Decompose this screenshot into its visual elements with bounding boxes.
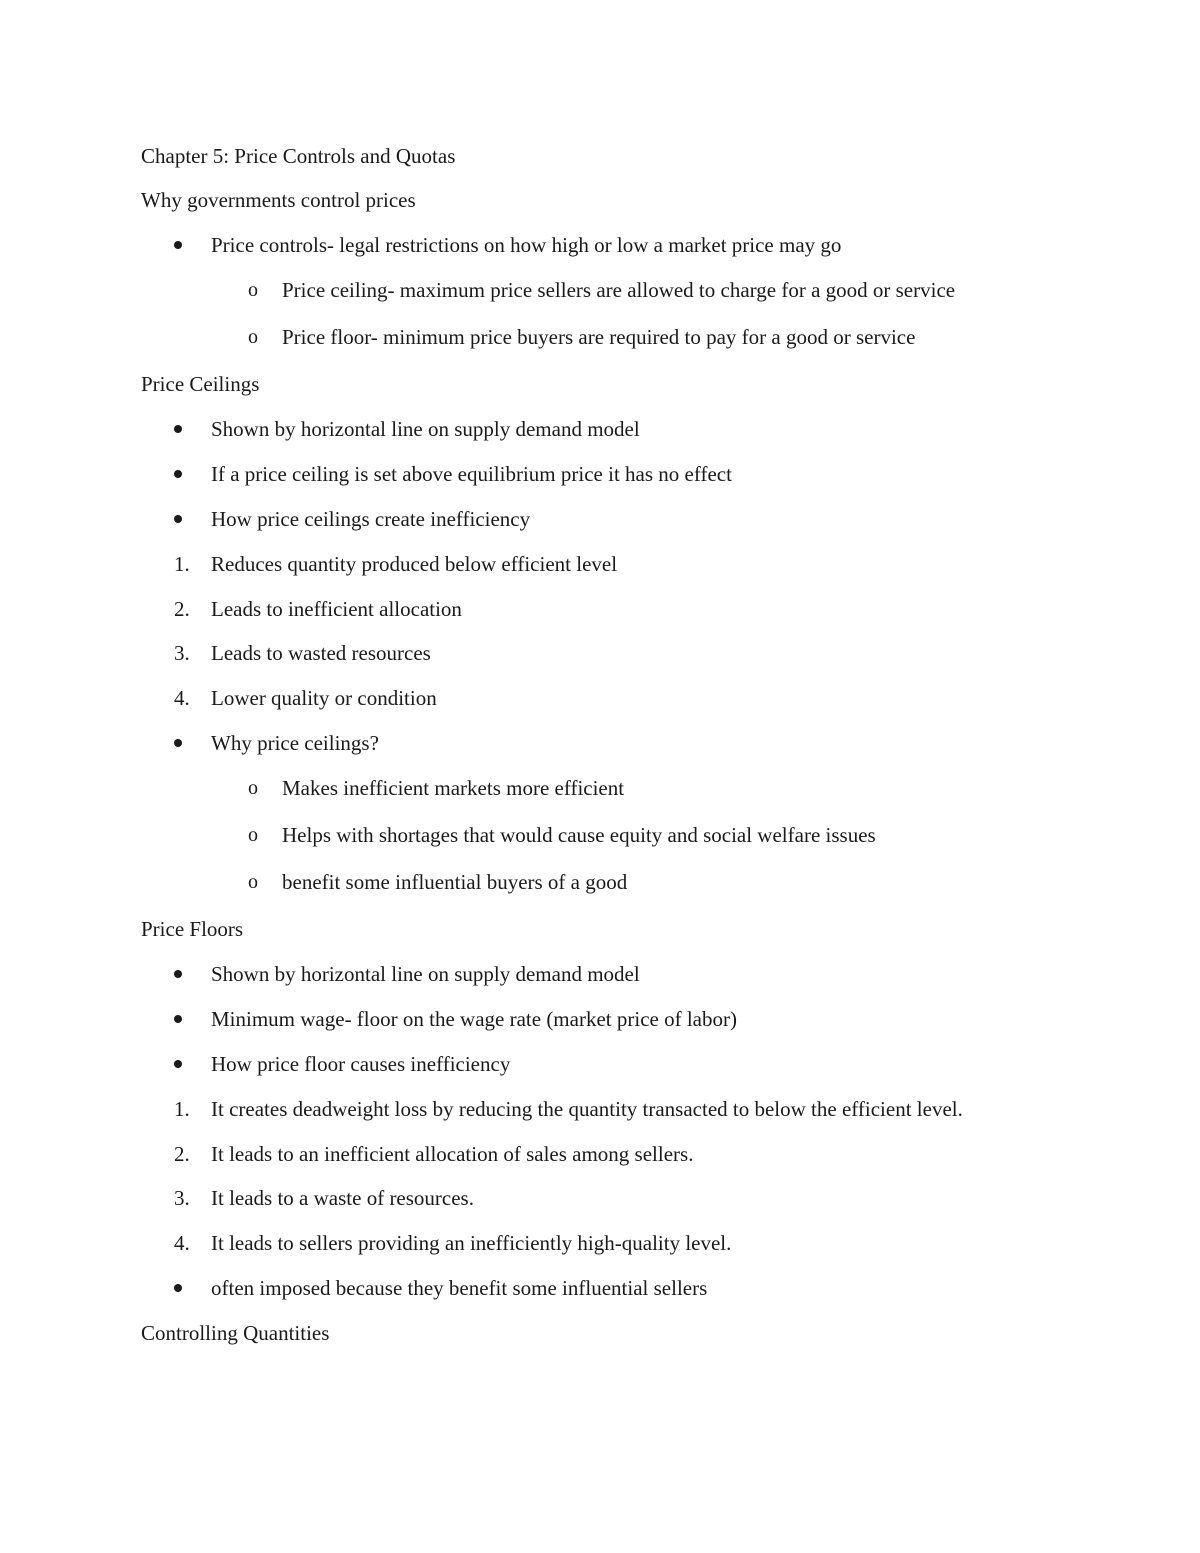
section-heading-why: Why governments control prices (141, 188, 416, 212)
list-item-text: Shown by horizontal line on supply demand model (211, 417, 640, 441)
sub-list-item-text: benefit some influential buyers of a good (282, 870, 628, 894)
section-heading-quantities: Controlling Quantities (141, 1321, 330, 1345)
list-item-text: Shown by horizontal line on supply demand model (211, 962, 640, 986)
number-marker: 2. (174, 1142, 190, 1166)
bullet-icon (174, 1054, 182, 1075)
list-item-text: Why price ceilings? (211, 731, 379, 755)
bullet-icon (174, 733, 182, 754)
numbered-item-text: Reduces quantity produced below efficient level (211, 552, 618, 576)
section-heading-floors: Price Floors (141, 917, 244, 941)
sub-list-item-text: Price ceiling- maximum price sellers are allowed to charge for a good or service (282, 278, 956, 302)
numbered-item-text: Leads to inefficient allocation (211, 597, 462, 621)
bullet-icon (174, 419, 182, 440)
number-marker: 4. (174, 1231, 190, 1255)
bullet-icon (174, 1278, 182, 1299)
bullet-icon (174, 1009, 182, 1030)
number-marker: 1. (174, 1097, 190, 1121)
bullet-icon (174, 964, 182, 985)
sub-list-item-text: Makes inefficient markets more efficient (282, 776, 625, 800)
sub-bullet-icon: o (248, 824, 258, 846)
sub-bullet-icon: o (248, 326, 258, 348)
number-marker: 3. (174, 1186, 190, 1210)
numbered-item-text: It leads to a waste of resources. (211, 1186, 474, 1210)
numbered-item-text: It creates deadweight loss by reducing the quantity transacted to below the efficient level. (211, 1097, 963, 1121)
number-marker: 1. (174, 552, 190, 576)
bullet-icon (174, 509, 182, 530)
list-item-text: If a price ceiling is set above equilibrium price it has no effect (211, 462, 732, 486)
sub-bullet-icon: o (248, 871, 258, 893)
sub-bullet-icon: o (248, 777, 258, 799)
bullet-icon (174, 235, 182, 256)
list-item-text: Price controls- legal restrictions on how high or low a market price may go (211, 233, 842, 257)
number-marker: 3. (174, 641, 190, 665)
list-item-text: often imposed because they benefit some influential sellers (211, 1276, 708, 1300)
document-title: Chapter 5: Price Controls and Quotas (141, 144, 456, 168)
number-marker: 2. (174, 597, 190, 621)
numbered-item-text: Leads to wasted resources (211, 641, 431, 665)
list-item-text: Minimum wage- floor on the wage rate (market price of labor) (211, 1007, 737, 1031)
numbered-item-text: It leads to an inefficient allocation of sales among sellers. (211, 1142, 694, 1166)
sub-list-item-text: Helps with shortages that would cause equity and social welfare issues (282, 823, 876, 847)
bullet-icon (174, 464, 182, 485)
sub-list-item-text: Price floor- minimum price buyers are required to pay for a good or service (282, 325, 916, 349)
numbered-item-text: Lower quality or condition (211, 686, 437, 710)
number-marker: 4. (174, 686, 190, 710)
numbered-item-text: It leads to sellers providing an inefficiently high-quality level. (211, 1231, 732, 1255)
list-item-text: How price ceilings create inefficiency (211, 507, 531, 531)
section-heading-ceilings: Price Ceilings (141, 372, 260, 396)
sub-bullet-icon: o (248, 279, 258, 301)
list-item-text: How price floor causes inefficiency (211, 1052, 511, 1076)
